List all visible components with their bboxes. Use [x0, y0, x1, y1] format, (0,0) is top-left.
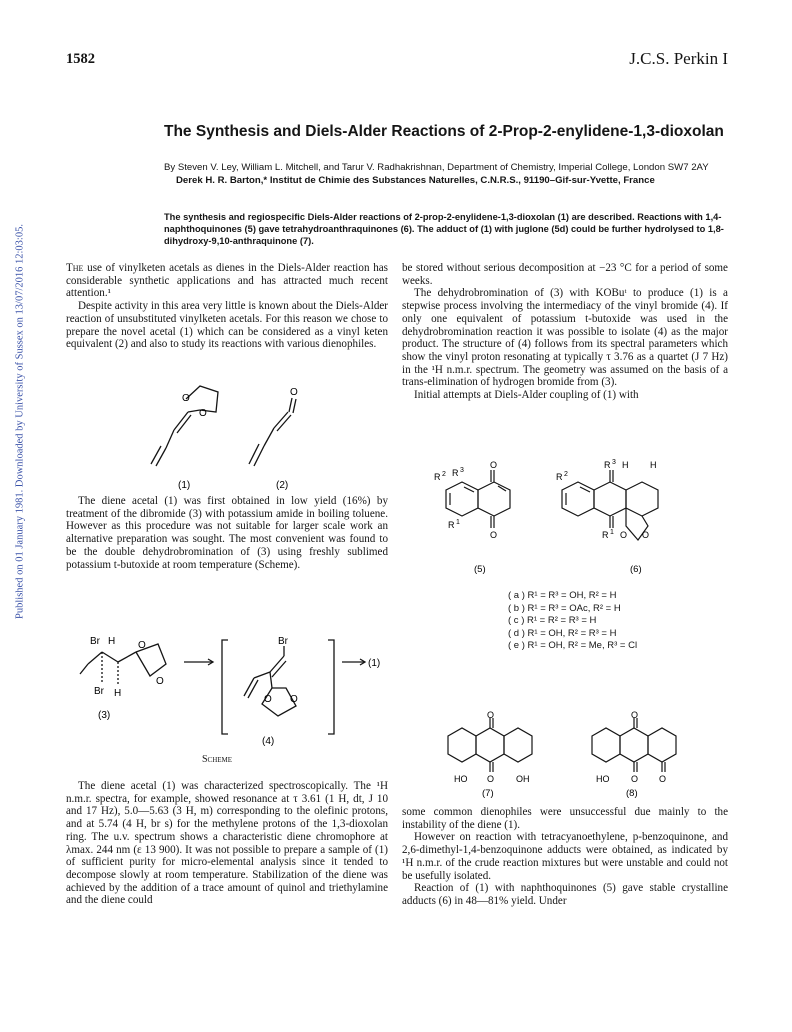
- provenance-note: Published on 01 January 1981. Downloaded by University of Sussex on 13/07/2016 12:03:05.: [14, 224, 26, 619]
- label-2: (2): [276, 480, 289, 491]
- paragraph: use of vinylketen acetals as dienes in the Diels-Alder reaction has considerable synthetic applications and has attracted much recent attention.¹: [66, 262, 388, 300]
- left-prep: [66, 495, 388, 571]
- svg-text:R: R: [602, 530, 609, 540]
- variant-c: ( c ) R¹ = R² = R³ = H: [508, 615, 597, 627]
- label-8: (8): [626, 788, 638, 799]
- paragraph: some common dienophiles were unsuccessful due mainly to the instability of the diene (1).: [402, 806, 728, 831]
- paragraph: However on reaction with tetracyanoethylene, p-benzoquinone, and 2,6-dimethyl-1,4-benzoquinone adducts were obtained, as indicated by ¹H n.m.r. of the crude reaction mixtures but were unstable and could not be usefully isolated.: [402, 831, 728, 882]
- paragraph: The diene acetal (1) was characterized spectroscopically. The ¹H n.m.r. spectra, for example, showed resonance at τ 3.61 (1 H, dt, J 10 and 17 Hz), 5.0—5.63 (3 H, m) corresponding to the olefinic protons, and at 5.74 (4 H, br s) for the methylene protons of the 1,3-dioxolan ring. The u.v. spectrum shows a characteristic diene chromophore at λmax. 244 nm (ε 13 900). It was not possible to prepare a sample of (1) of sufficient purity for micro-elemental analysis since it tended to decompose slowly at room temperature. Stabilization of the diene was achieved by the addition of a trace amount of quinol and triethylamine and the diene could: [66, 780, 388, 907]
- journal-name: J.C.S. Perkin I: [629, 49, 728, 68]
- scheme-label-1: (1): [368, 658, 381, 669]
- authors-line-2: Derek H. R. Barton,* Institut de Chimie des Substances Naturelles, C.N.R.S., 91190–Gif-sur-Yvette, France: [176, 174, 655, 186]
- reaction-scheme: [66, 622, 388, 752]
- paragraph: Initial attempts at Diels-Alder coupling of (1) with: [414, 389, 639, 402]
- svg-text:H: H: [650, 460, 657, 470]
- svg-text:O: O: [631, 710, 639, 720]
- svg-text:H: H: [622, 460, 629, 470]
- page-number: 1582: [66, 51, 95, 67]
- svg-text:R: R: [604, 460, 611, 470]
- paragraph: The dehydrobromination of (3) with KOBuᵗ to produce (1) is a stepwise process involving the intermediacy of the vinyl bromide (4). If only one equivalent of potassium t-butoxide was used in the dehydrobromination reaction it was possible to isolate (4) as the major product. The structure of (4) follows from its spectral parameters which show the vinyl proton resonating at typically τ 3.76 as a quartet (J 7 Hz) in the ¹H n.m.r. spectrum. The geometry was assumed on the basis of a trans-elimination of hydrogen bromide from (3).: [402, 287, 728, 389]
- structures-1-2: [130, 378, 330, 491]
- label-6: (6): [630, 564, 642, 575]
- article-title: The Synthesis and Diels-Alder Reactions of 2-Prop-2-enylidene-1,3-dioxolan: [164, 123, 724, 140]
- label-1: (1): [178, 480, 191, 491]
- author-block: [164, 162, 728, 187]
- svg-text:O: O: [490, 530, 498, 540]
- svg-text:H: H: [108, 636, 116, 647]
- svg-text:O: O: [631, 774, 639, 784]
- svg-text:O: O: [659, 774, 667, 784]
- svg-text:R: R: [434, 472, 441, 482]
- variant-d: ( d ) R¹ = OH, R² = R³ = H: [508, 627, 617, 639]
- scheme-label-4: (4): [262, 736, 275, 747]
- lead-word: The: [66, 262, 84, 274]
- svg-text:Br: Br: [94, 686, 104, 697]
- right-text-bottom: [402, 806, 728, 908]
- svg-text:Br: Br: [90, 636, 100, 647]
- scheme-caption: Scheme: [202, 754, 233, 765]
- svg-text:O: O: [138, 640, 146, 651]
- svg-text:O: O: [290, 387, 298, 398]
- label-5: (5): [474, 564, 486, 575]
- svg-text:R: R: [556, 472, 563, 482]
- abstract: The synthesis and regiospecific Diels-Alder reactions of 2-prop-2-enylidene-1,3-dioxolan (1) are described. Reactions with 1,4-naphthoquinones (5) gave tetrahydroanthraquinones (6). The adduct of (1) with juglone (5d) could be further hydrolysed to 1,8-dihydroxy-9,10-anthraquinone (7).: [164, 212, 724, 246]
- svg-text:O: O: [490, 460, 498, 470]
- paragraph: Reaction of (1) with naphthoquinones (5) gave stable crystalline adducts (6) in 48—81% yield. Under: [402, 882, 728, 907]
- svg-text:R: R: [448, 520, 455, 530]
- variant-b: ( b ) R¹ = R³ = OAc, R² = H: [508, 602, 621, 614]
- left-characterization: [66, 780, 388, 907]
- structures-7-8: [404, 712, 728, 798]
- svg-text:H: H: [114, 688, 122, 699]
- paragraph: be stored without serious decomposition at −23 °C for a period of some weeks.: [402, 262, 728, 287]
- svg-text:O: O: [487, 710, 495, 720]
- svg-text:1: 1: [610, 529, 614, 536]
- svg-text:O: O: [182, 393, 190, 404]
- svg-text:HO: HO: [454, 774, 468, 784]
- label-7: (7): [482, 788, 494, 799]
- paragraph: Despite activity in this area very little is known about the Diels-Alder reaction of unsubstituted vinylketen acetals. For this reason we chose to prepare the novel acetal (1) which can be considered as a vinyl keten equivalent (2) and also to study its reactions with various dienophiles.: [66, 300, 388, 351]
- substituent-list: [508, 590, 637, 653]
- scheme-label-3: (3): [98, 710, 111, 721]
- svg-text:Br: Br: [278, 636, 288, 647]
- paragraph: The diene acetal (1) was first obtained in low yield (16%) by treatment of the dibromide (3) with potassium amide in boiling toluene. However as this procedure was not suitable for larger scale work an alternative preparation was sought. The most convenient was found to be the double dehydrobromination of (3) using freshly sublimed potassium t-butoxide at room temperature (Scheme).: [66, 495, 388, 571]
- svg-text:O: O: [290, 694, 298, 705]
- left-intro: [66, 262, 388, 351]
- svg-text:O: O: [620, 530, 628, 540]
- structures-5-6: [404, 456, 728, 576]
- svg-text:1: 1: [456, 519, 460, 526]
- svg-text:O: O: [487, 774, 495, 784]
- svg-text:O: O: [199, 408, 207, 419]
- svg-text:2: 2: [442, 471, 446, 478]
- svg-text:OH: OH: [516, 774, 530, 784]
- variant-e: ( e ) R¹ = OH, R² = Me, R³ = Cl: [508, 640, 638, 652]
- right-text-top: [402, 262, 728, 402]
- svg-text:HO: HO: [596, 774, 610, 784]
- variant-a: ( a ) R¹ = R³ = OH, R² = H: [508, 590, 617, 601]
- svg-text:O: O: [642, 530, 650, 540]
- svg-text:O: O: [264, 694, 272, 705]
- svg-text:2: 2: [564, 471, 568, 478]
- svg-text:R: R: [452, 468, 459, 478]
- authors-line-1: By Steven V. Ley, William L. Mitchell, and Tarur V. Radhakrishnan, Department of Chemistry, Imperial College, London SW7 2AY: [164, 162, 709, 173]
- svg-text:3: 3: [612, 459, 616, 466]
- svg-text:O: O: [156, 676, 164, 687]
- svg-text:3: 3: [460, 467, 464, 474]
